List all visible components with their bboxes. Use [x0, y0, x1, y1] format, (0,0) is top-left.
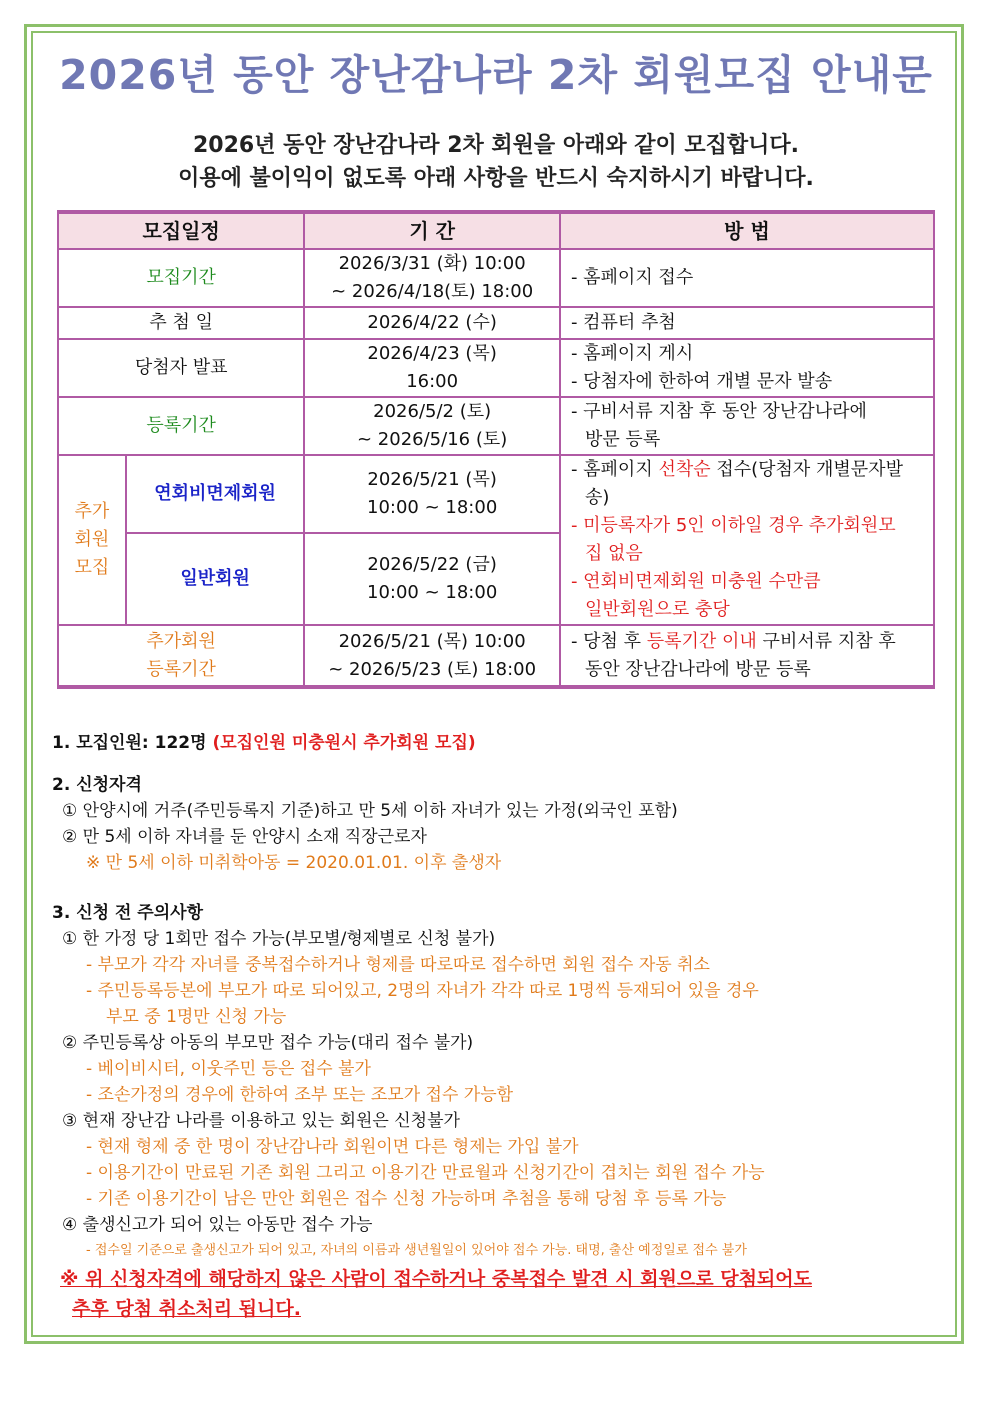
intro-line-1: 2026년 동안 장난감나라 2차 회원을 아래와 같이 모집합니다. [192, 133, 800, 158]
row-period: 2026/3/31 (화) 10:00 ~ 2026/4/18(토) 18:00 [304, 249, 560, 307]
list-subitem: - 이용기간이 만료된 기존 회원 그리고 이용기간 만료월과 신청기간이 겹치는 회원 접수 가능 [86, 1163, 765, 1183]
table-row [58, 307, 934, 339]
list-subitem: - 기존 이용기간이 남은 만안 회원은 접수 신청 가능하며 추첨을 통해 당첨 후 등록 가능 [86, 1189, 727, 1209]
section-2-head: 2. 신청자격 [52, 775, 142, 795]
list-subitem: - 현재 형제 중 한 명이 장난감나라 회원이면 다른 형제는 가입 불가 [86, 1137, 579, 1157]
table-row [58, 625, 934, 687]
warning-line-2: 추후 당첨 취소처리 됩니다. [72, 1298, 301, 1320]
list-subitem: 부모 중 1명만 신청 가능 [106, 1007, 287, 1027]
list-item: ① 한 가정 당 1회만 접수 가능(부모별/형제별로 신청 불가) [62, 929, 496, 949]
row-method: - 컴퓨터 추첨 [560, 307, 934, 339]
row-period: 2026/4/22 (수) [304, 307, 560, 339]
header-schedule: 모집일정 [58, 212, 304, 249]
row-label: 추가회원 등록기간 [58, 625, 304, 687]
table-row [58, 339, 934, 397]
row-period: 2026/4/23 (목) 16:00 [304, 339, 560, 397]
intro-line-2: 이용에 불이익이 없도록 아래 사항을 반드시 숙지하시기 바랍니다. [178, 166, 814, 191]
section-1 [52, 730, 932, 756]
list-subitem: - 조손가정의 경우에 한하여 조부 또는 조모가 접수 가능함 [86, 1085, 514, 1105]
extra-method: - 홈페이지 선착순 접수(당첨자 개별문자발 송) - 미등록자가 5인 이하일 경우 추가회원모 집 없음 - 연회비면제회원 미충원 수만큼 일반회원으로 충당 [560, 455, 934, 625]
warning-line-1: ※ 위 신청자격에 해당하지 않은 사람이 접수하거나 중복접수 발견 시 회원으로 당첨되어도 [60, 1268, 812, 1290]
extra-sub-label: 일반회원 [126, 533, 305, 625]
row-method: - 홈페이지 게시 - 당첨자에 한하여 개별 문자 발송 [560, 339, 934, 397]
list-item: ② 만 5세 이하 자녀를 둔 안양시 소재 직장근로자 [62, 827, 427, 847]
list-item: ① 안양시에 거주(주민등록지 기준)하고 만 5세 이하 자녀가 있는 가정(외국인 포함) [62, 801, 678, 821]
table-row [58, 455, 934, 533]
row-period: 2026/5/2 (토) ~ 2026/5/16 (토) [304, 397, 560, 455]
schedule-table [57, 210, 935, 689]
table-row [58, 249, 934, 307]
row-method: - 구비서류 지참 후 동안 장난감나라에 방문 등록 [560, 397, 934, 455]
list-subitem: - 주민등록등본에 부모가 따로 되어있고, 2명의 자녀가 각각 따로 1명씩 등재되어 있을 경우 [86, 981, 759, 1001]
section-3-head: 3. 신청 전 주의사항 [52, 903, 203, 923]
list-item: ② 주민등록상 아동의 부모만 접수 가능(대리 접수 불가) [62, 1033, 474, 1053]
extra-sub-label: 연회비면제회원 [126, 455, 305, 533]
section-1-head: 1. 모집인원: 122명 [52, 733, 213, 753]
row-period: 2026/5/21 (목) 10:00 ~ 18:00 [304, 455, 560, 533]
section-1-note: (모집인원 미충원시 추가회원 모집) [212, 733, 476, 753]
list-item: ④ 출생신고가 되어 있는 아동만 접수 가능 [62, 1215, 373, 1235]
header-method: 방 법 [560, 212, 934, 249]
row-period: 2026/5/21 (목) 10:00 ~ 2026/5/23 (토) 18:00 [304, 625, 560, 687]
header-period: 기 간 [304, 212, 560, 249]
table-header-row [58, 212, 934, 249]
row-label: 모집기간 [58, 249, 304, 307]
table-row [58, 397, 934, 455]
row-method: - 홈페이지 접수 [560, 249, 934, 307]
list-subitem: - 접수일 기준으로 출생신고가 되어 있고, 자녀의 이름과 생년월일이 있어야 접수 가능. 태명, 출산 예정일로 접수 불가 [86, 1243, 747, 1258]
row-label: 당첨자 발표 [58, 339, 304, 397]
list-subitem: - 부모가 각각 자녀를 중복접수하거나 형제를 따로따로 접수하면 회원 접수 자동 취소 [86, 955, 710, 975]
extra-group-label: 추가 회원 모집 [58, 455, 126, 625]
section-2-note: ※ 만 5세 이하 미취학아동 = 2020.01.01. 이후 출생자 [86, 853, 502, 873]
section-2 [52, 772, 932, 876]
page-title: 2026년 동안 장난감나라 2차 회원모집 안내문 [59, 51, 933, 99]
row-method: - 당첨 후 등록기간 이내 구비서류 지참 후 동안 장난감나라에 방문 등록 [560, 625, 934, 687]
row-label: 등록기간 [58, 397, 304, 455]
list-subitem: - 베이비시터, 이웃주민 등은 접수 불가 [86, 1059, 371, 1079]
section-3 [52, 900, 932, 1324]
row-period: 2026/5/22 (금) 10:00 ~ 18:00 [304, 533, 560, 625]
row-label: 추 첨 일 [58, 307, 304, 339]
list-item: ③ 현재 장난감 나라를 이용하고 있는 회원은 신청불가 [62, 1111, 460, 1131]
